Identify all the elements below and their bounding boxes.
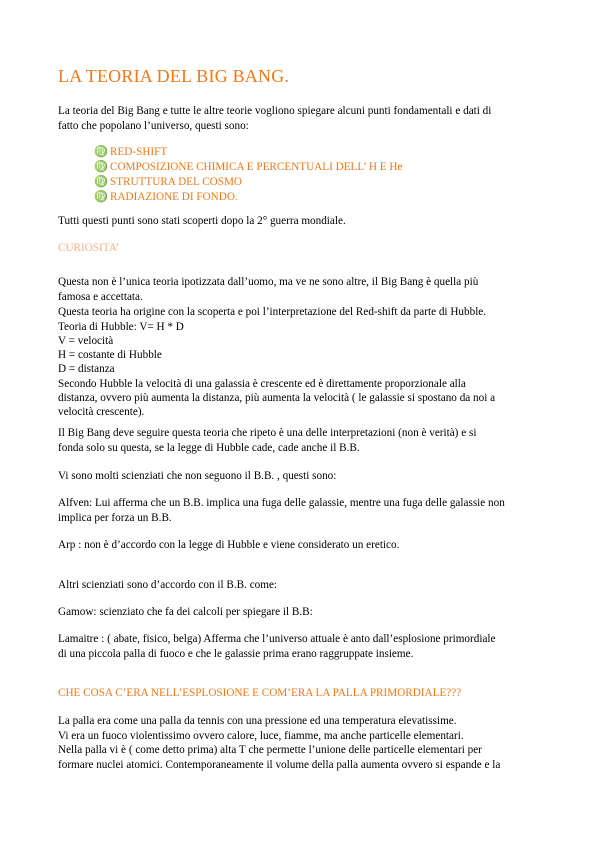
list-item: ♍ STRUTTURA DEL COSMO: [94, 176, 242, 188]
para1-line: distanza, ovvero più aumenta la distanza, più aumenta la velocità ( le galassie si spostano da noi a: [58, 392, 496, 404]
lamaitre-line: Lamaitre : ( abate, fisico, belga) Afferma che l’universo attuale è anto dall’esplosione primordiale: [58, 633, 496, 645]
bullet-list: [94, 145, 402, 205]
para1-line: famosa e accettata.: [58, 291, 143, 303]
curiosita-heading: CURIOSITA’: [58, 242, 120, 254]
lamaitre-line: di una piccola palla di fuoco e che le galassie prima erano raggruppate insieme.: [58, 648, 414, 660]
final-line: La palla era come una palla da tennis con una pressione ed una temperatura elevatissime.: [58, 715, 457, 727]
virgo-bullet-icon: ♍: [94, 176, 108, 188]
intro-line-2: fatto che popolano l’universo, questi sono:: [58, 120, 249, 132]
final-line: formare nuclei atomici. Contemporaneamente il volume della palla aumenta ovvero si espande e la: [58, 759, 501, 771]
para2-line: fonda solo su questa, se la legge di Hubble cade, cade anche il B.B.: [58, 442, 360, 454]
final-line: Vi era un fuoco violentissimo ovvero calore, luce, fiamme, ma anche particelle elementari.: [58, 730, 464, 742]
hubble-formula: Teoria di Hubble: V= H * D: [58, 321, 184, 333]
para1-line: Secondo Hubble la velocità di una galassia è crescente ed è direttamente proporzionale alla: [58, 378, 466, 390]
arp-text: Arp : non è d’accordo con la legge di Hubble e viene considerato un eretico.: [58, 539, 400, 551]
virgo-bullet-icon: ♍: [94, 146, 108, 158]
discovered-text: Tutti questi punti sono stati scoperti dopo la 2° guerra mondiale.: [58, 215, 346, 227]
para1-line: V = velocità: [58, 335, 114, 347]
para1-line: D = distanza: [58, 363, 115, 375]
para3-text: Vi sono molti scienziati che non seguono il B.B. , questi sono:: [58, 470, 337, 482]
virgo-bullet-icon: ♍: [94, 191, 108, 203]
list-item: ♍ COMPOSIZIONE CHIMICA E PERCENTUALI DELL’ H E He: [94, 161, 403, 173]
altri-text: Altri scienziati sono d’accordo con il B.B. come:: [58, 579, 278, 591]
page-title: LA TEORIA DEL BIG BANG.: [58, 66, 290, 86]
para1-line: H = costante di Hubble: [58, 349, 162, 361]
list-item: ♍ RED-SHIFT: [94, 146, 168, 158]
para1-line: Questa teoria ha origine con la scoperta e poi l’interpretazione del Red-shift da parte di Hubble.: [58, 306, 487, 318]
para1-line: velocità crescente).: [58, 406, 145, 418]
gamow-text: Gamow: scienziato che fa dei calcoli per spiegare il B.B:: [58, 606, 313, 618]
alfven-line: Alfven: Lui afferma che un B.B. implica una fuga delle galassie, mentre una fuga delle galassie non: [58, 497, 505, 509]
list-item: ♍ RADIAZIONE DI FONDO.: [94, 191, 238, 203]
para1-line: Questa non è l’unica teoria ipotizzata dall’uomo, ma ve ne sono altre, il Big Bang è quella più: [58, 276, 479, 288]
para2-line: Il Big Bang deve seguire questa teoria che ripeto è una delle interpretazioni (non è verità) e si: [58, 427, 477, 439]
alfven-line: implica per forza un B.B.: [58, 512, 172, 524]
final-line: Nella palla vi è ( come detto prima) alta T che permette l’unione delle particelle elementari per: [58, 744, 482, 756]
intro-line-1: La teoria del Big Bang e tutte le altre teorie vogliono spiegare alcuni punti fondamentali e dati di: [58, 105, 492, 117]
virgo-bullet-icon: ♍: [94, 161, 108, 173]
question-heading: CHE COSA C’ERA NELL’ESPLOSIONE E COM’ERA LA PALLA PRIMORDIALE???: [58, 687, 462, 699]
